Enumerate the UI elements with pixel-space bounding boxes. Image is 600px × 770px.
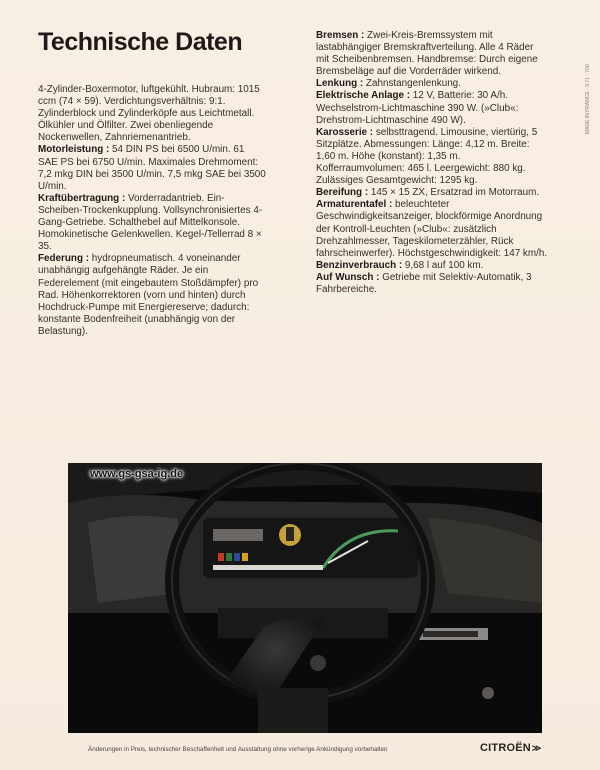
spec-text: 54 DIN PS bei 6500 U/min. 61 SAE PS bei 6750 U/min. Maximales Drehmoment: 7,2 mkg DIN bei 3500 U/min. 7,5 mkg SAE bei 3500 U/min.	[38, 144, 266, 192]
spec-text: Getriebe mit Selektiv-Automatik, 3 Fahrbereiche.	[316, 271, 532, 295]
steering-wheel-photo	[68, 463, 542, 733]
spec-text: selbsttragend. Limousine, viertürig, 5 Sitzplätze. Abmessungen: Länge: 4,12 m. Breite: 1,60 m. Höhe (konstant): 1,35 m. Kofferraumvolumen: 465 l. Leergewicht: 880 kg. Zulässiges Gesamtgewicht: 1295 kg.	[316, 126, 538, 187]
spec-text: hydropneumatisch. 4 voneinander unabhängig aufgehängte Räder. Je ein Federelement (mit eingebautem Stoßdämpfer) pro Rad. Höhenkorrektoren (vorn und hinten) durch Hochdruck-Pumpe mit Energiereserve; dadurch: konstante Bodenfreiheit (unabhängig von der Belastung).	[38, 253, 259, 337]
spec-text: 9,68 l auf 100 km.	[402, 259, 484, 271]
spec-label: Benzinverbrauch :	[316, 259, 403, 271]
spec-paragraph	[316, 187, 548, 199]
spec-label: Federung :	[38, 253, 90, 265]
disclaimer-footer: Änderungen in Preis, technischer Beschaffenheit und Ausstattung ohne vorherige Ankündigung vorbehalten	[88, 746, 388, 753]
spec-label: Kraftübertragung :	[38, 192, 126, 204]
spec-label: Motorleistung :	[38, 144, 110, 156]
spec-label: Bereifung :	[316, 187, 369, 199]
spec-paragraph	[316, 199, 548, 259]
spec-text: beleuchteter Geschwindigkeitsanzeiger, blockförmige Anordnung der Kontroll-Leuchten (»Club«: zusätzlich Drehzahlmesser, Tageskilometerzähler, Rück fahrscheinwerfer). Höchstgeschwindigkeit: 147 km/h.	[316, 199, 548, 259]
spec-label: Karosserie :	[316, 126, 374, 138]
left-spec-column	[38, 84, 266, 338]
spec-paragraph	[316, 30, 548, 78]
spec-text: 4-Zylinder-Boxermotor, luftgekühlt. Hubraum: 1015 ccm (74 × 59). Verdichtungsverhältnis: 9:1. Zylinderblock und Zylinderköpfe aus Leichtmetall. Ölkühler und Ölfilter. Zwei obenliegende Nockenwellen, Zahnriemenantrieb.	[38, 84, 260, 144]
spec-label: Bremsen :	[316, 30, 365, 41]
spec-paragraph	[38, 84, 266, 144]
spec-paragraph	[316, 90, 548, 126]
brand-name: CITROËN	[480, 742, 531, 754]
spec-text: Zwei-Kreis-Bremssystem mit lastabhängiger Bremskraftverteilung. Alle 4 Räder mit Scheibenbremsen. Handbremse: Durch eigene Bremsbeläge auf die Vorderräder wirkend.	[316, 30, 538, 78]
spec-paragraph	[316, 127, 548, 187]
right-spec-column	[316, 30, 548, 296]
spec-label: Auf Wunsch :	[316, 271, 380, 283]
spec-label: Elektrische Anlage :	[316, 90, 411, 102]
spec-paragraph	[38, 193, 266, 253]
website-watermark: www.gs-gsa-ig.de	[90, 468, 184, 480]
print-code: MADE IN FRANCE · 9.71 · 700	[585, 64, 591, 134]
spec-text: Zahnstangenlenkung.	[363, 78, 461, 90]
spec-paragraph	[316, 272, 548, 296]
spec-paragraph	[38, 253, 266, 338]
page-title: Technische Daten	[38, 28, 243, 56]
spec-label: Lenkung :	[316, 78, 364, 90]
dashboard-photo	[68, 463, 542, 733]
spec-text: Vorderradantrieb. Ein-Scheiben-Trockenkupplung. Vollsynchronisiertes 4-Gang-Getriebe. Schalthebel auf Mittelkonsole. Homokinetische Gelenkwellen. Kegel-/Tellerrad 8 × 35.	[38, 192, 263, 253]
spec-text: 145 × 15 ZX, Ersatzrad im Motorraum.	[368, 187, 540, 199]
spec-paragraph	[316, 78, 548, 90]
spec-paragraph	[38, 144, 266, 192]
citroen-logo	[480, 742, 542, 754]
double-chevron-icon: ≫	[531, 743, 542, 753]
spec-label: Armaturentafel :	[316, 199, 393, 211]
spec-paragraph	[316, 260, 548, 272]
spec-text: 12 V, Batterie: 30 A/h. Wechselstrom-Lichtmaschine 390 W. (»Club«: Drehstrom-Lichtmaschine 490 W).	[316, 90, 519, 126]
